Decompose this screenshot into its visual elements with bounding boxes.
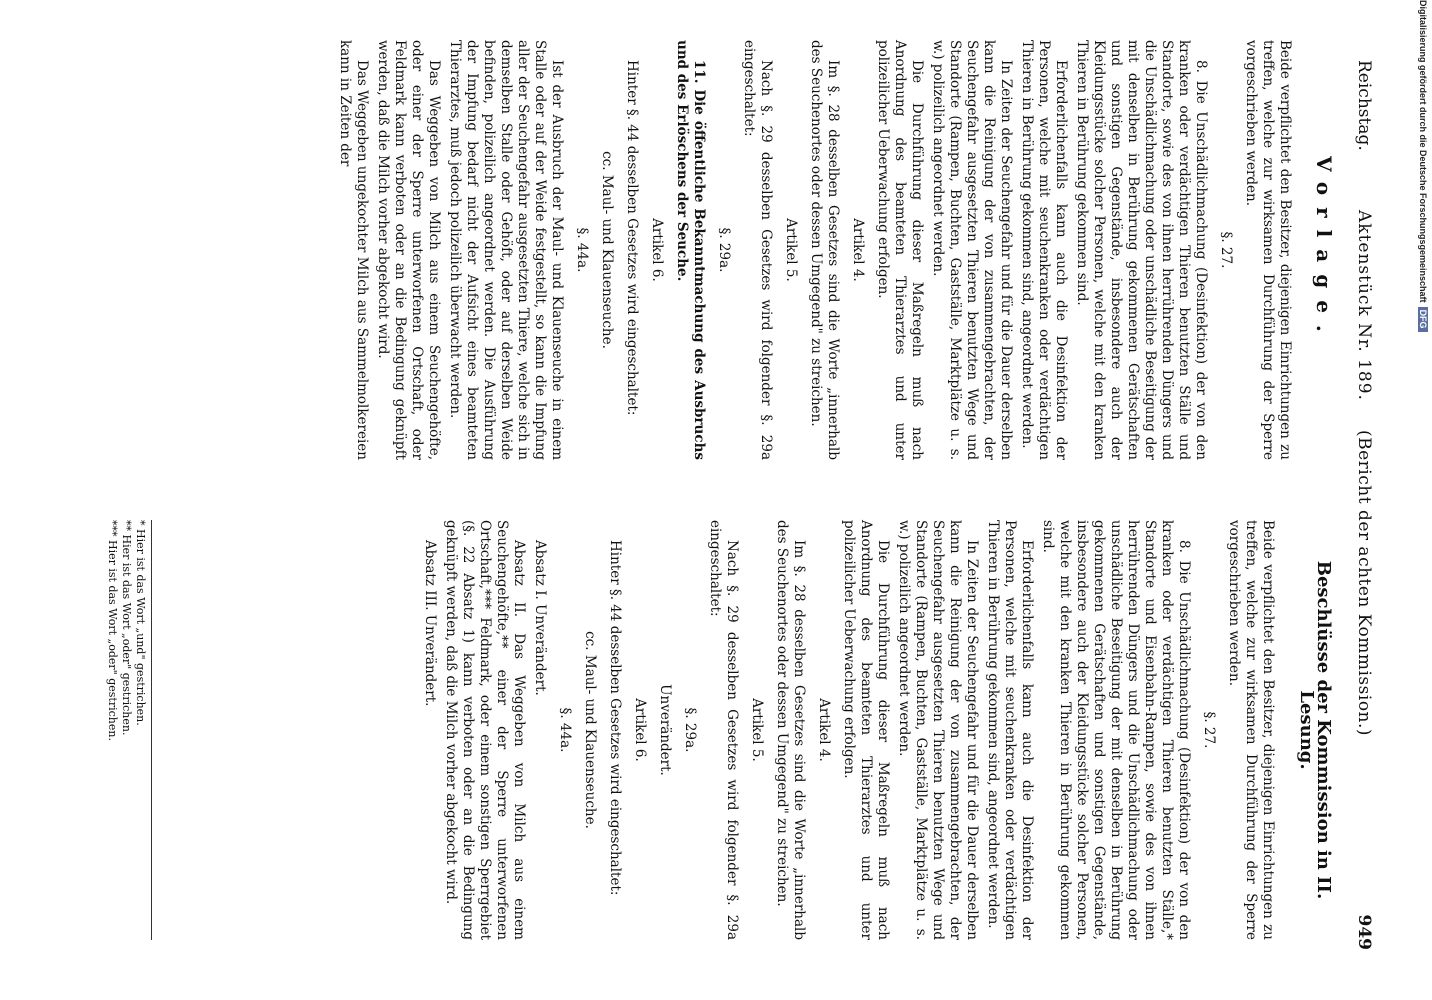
footnote: *** Hier ist das Wort „oder" gestrichen. xyxy=(106,520,119,741)
right-column-beschluesse xyxy=(62,520,1332,940)
right-paragraph: Absatz II. Das Weggeben von Milch aus einem Seuchengehöfte,** einer der Sperre unterworfenen Ortschaft,*** Feldmark, oder einem sonstigen Sperrgebiet (§. 22 Absatz 1) kann verboten oder an die Bedingung geknüpft werden, daß die Milch vorher abgekocht wird. xyxy=(443,520,527,940)
credit-text: Digitalisierung gefördert durch die Deutsche Forschungsgemeinschaft xyxy=(1418,0,1428,303)
right-paragraph: 8. Die Unschädlichmachung (Desinfektion) der von den kranken oder verdächtigen Thieren benutzten Ställe,* Standorte und Eisenbahn-Rampen, sowie des von ihnen herrührenden Düngers und die Unschädlichmachung oder unschädliche Beseitigung der mit denselben in Berührung gekommenen Gerätschaften und sonstigen Gegenstände, insbesondere auch der Kleidungsstücke solcher Personen, welche mit den kranken Thieren in Berührung gekommen sind. xyxy=(1040,520,1192,940)
page-header xyxy=(1342,60,1382,950)
left-paragraph: Nach §. 29 desselben Gesetzes wird folgender §. 29a eingeschaltet: xyxy=(741,40,774,460)
left-paragraph: Beide verpflichtet den Besitzer, diejenigen Einrichtungen zu treffen, welche zur wirksamen Durchführung der Sperre vorgeschrieben werden. xyxy=(1243,40,1293,460)
right-section-title: §. 29a. xyxy=(682,707,698,753)
left-paragraph: Das Weggeben von Milch aus einem Seuchengehöfte, oder einer der Sperre unterworfenen Ortschaft, oder Feldmark kann verboten oder an die Bedingung geknüpft werden, daß die Milch vorher abgekocht wird. xyxy=(375,40,442,460)
left-paragraph: In Zeiten der Seuchengefahr und für die Dauer derselben kann die Reinigung der von zusammengebrachten, der Seuchengefahr ausgesetzten Thieren benutzten Wege und Standorte (Rampen, Buchten, Gastställe, Marktplätze u. s. w.) polizeilich angeordnet werden. xyxy=(930,40,1014,460)
left-article-title: Artikel 5. xyxy=(783,218,799,282)
right-heading: Beschlüsse der Kommission in II. Lesung. xyxy=(1296,560,1334,900)
dfg-logo: DFG xyxy=(1418,307,1428,332)
left-subsection-title: cc. Maul- und Klauenseuche. xyxy=(599,151,615,349)
footnotes xyxy=(105,520,152,940)
left-article-title: Artikel 4. xyxy=(850,218,866,282)
digitization-credit xyxy=(1412,0,1432,1000)
footnote: * Hier ist das Wort „und" gestrichen. xyxy=(134,520,147,726)
left-paragraph: 8. Die Unschädlichmachung (Desinfektion) der von den kranken oder verdächtigen Thieren benutzten Ställe und Standorte, sowie des von ihnen herrührenden Düngers und die Unschädlichmachung oder unschädliche Beseitigung der mit denselben in Berührung gekommenen Gerätschaften und sonstigen Gegenstände, insbesondere auch der Kleidungsstücke solcher Personen, welche mit den kranken Thieren in Berührung gekommen sind. xyxy=(1074,40,1209,460)
right-paragraph: Erforderlichenfalls kann auch die Desinfektion der Personen, welche mit seuchenkranken oder verdächtigen Thieren in Berührung gekommen sind, angeordnet werden. xyxy=(985,520,1035,940)
left-heading: Vorlage. xyxy=(1312,156,1336,344)
header-aktenstueck: Aktenstück Nr. 189. xyxy=(1354,210,1374,401)
right-article-title: Artikel 6. xyxy=(632,698,648,762)
right-paragraph: Die Durchführung dieser Maßregeln muß nach Anordnung des beamteten Thierarztes und unter polizeilicher Ueberwachung erfolgen. xyxy=(841,520,891,940)
digitization-credit-text xyxy=(1408,0,1428,1000)
left-column-vorlage xyxy=(42,40,1336,460)
left-paragraph: Ist der Ausbruch der Maul- und Klauenseuche in einem Stalle oder auf der Weide festgestellt, so kann die Impfung aller der Seuchengefahr ausgesetzten Thiere, welche sich in demselben Stalle oder Gehöft, oder auf derselben Weide befinden, polizeilich angeordnet werden. Die Ausführung der Impfung bedarf nicht der Aufsicht eines beamteten Thierarztes, muß jedoch polizeilich überwacht werden. xyxy=(447,40,565,460)
left-section-title: §. 44a. xyxy=(574,227,590,273)
left-paragraph: Erforderlichenfalls kann auch die Desinfektion der Personen, welche mit seuchenkranken oder verdächtigen Thieren in Berührung gekommen sind, angeordnet werden. xyxy=(1019,40,1069,460)
right-article-title: Artikel 4. xyxy=(816,698,832,762)
page-number: 949 xyxy=(1354,914,1374,950)
right-article-title: Artikel 5. xyxy=(749,698,765,762)
left-section-title: §. 27. xyxy=(1218,231,1234,269)
left-paragraph: Im §. 28 desselben Gesetzes sind die Worte „innerhalb des Seuchenortes oder dessen Umgegend" zu streichen. xyxy=(808,40,841,460)
right-section-title: §. 44a. xyxy=(557,707,573,753)
left-paragraph: Die Durchführung dieser Maßregeln muß nach Anordnung des beamteten Thierarztes und unter polizeilicher Ueberwachung erfolgen. xyxy=(875,40,925,460)
right-paragraph: Nach §. 29 desselben Gesetzes wird folgender §. 29a eingeschaltet: xyxy=(707,520,740,940)
footnote: ** Hier ist das Wort „oder" gestrichen. xyxy=(120,520,133,736)
left-paragraph: Das Weggeben ungekochter Milch aus Sammelmolkereien kann in Zeiten der xyxy=(337,40,370,460)
right-subsection-title: cc. Maul- und Klauenseuche. xyxy=(582,631,598,829)
right-paragraph: Hinter §. 44 desselben Gesetzes wird eingeschaltet: xyxy=(607,540,623,896)
right-paragraph: Im §. 28 desselben Gesetzes sind die Worte „innerhalb des Seuchenortes oder dessen Umgegend" zu streichen. xyxy=(774,520,807,940)
left-article-title: Artikel 6. xyxy=(649,218,665,282)
header-bericht: (Bericht der achten Kommission.) xyxy=(1354,430,1374,737)
left-paragraph-bold: 11. Die öffentliche Bekanntmachung des Ausbruchs und des Erlöschens der Seuche. xyxy=(674,40,707,460)
right-paragraph: In Zeiten der Seuchengefahr und für die Dauer derselben kann die Reinigung der von zusammengebrachten, der Seuchengefahr ausgesetzten Thieren benutzten Wege und Standorte (Rampen, Buchten, Gastställe, Marktplätze u. s. w.) polizeilich angeordnet werden. xyxy=(896,520,980,940)
left-section-title: §. 29a. xyxy=(716,227,732,273)
right-paragraph: Beide verpflichtet den Besitzer, diejenigen Einrichtungen zu treffen, welche zur wirksamen Durchführung der Sperre vorgeschrieben werden. xyxy=(1226,520,1276,940)
right-unchanged: Unverändert. xyxy=(657,684,673,776)
right-section-title: §. 27. xyxy=(1201,711,1217,749)
right-paragraph: Absatz I. Unverändert. xyxy=(532,540,548,696)
header-reichstag: Reichstag. xyxy=(1354,60,1374,151)
left-paragraph: Hinter §. 44 desselben Gesetzes wird eingeschaltet: xyxy=(624,60,640,416)
right-paragraph: Absatz III. Unverändert. xyxy=(422,540,438,707)
